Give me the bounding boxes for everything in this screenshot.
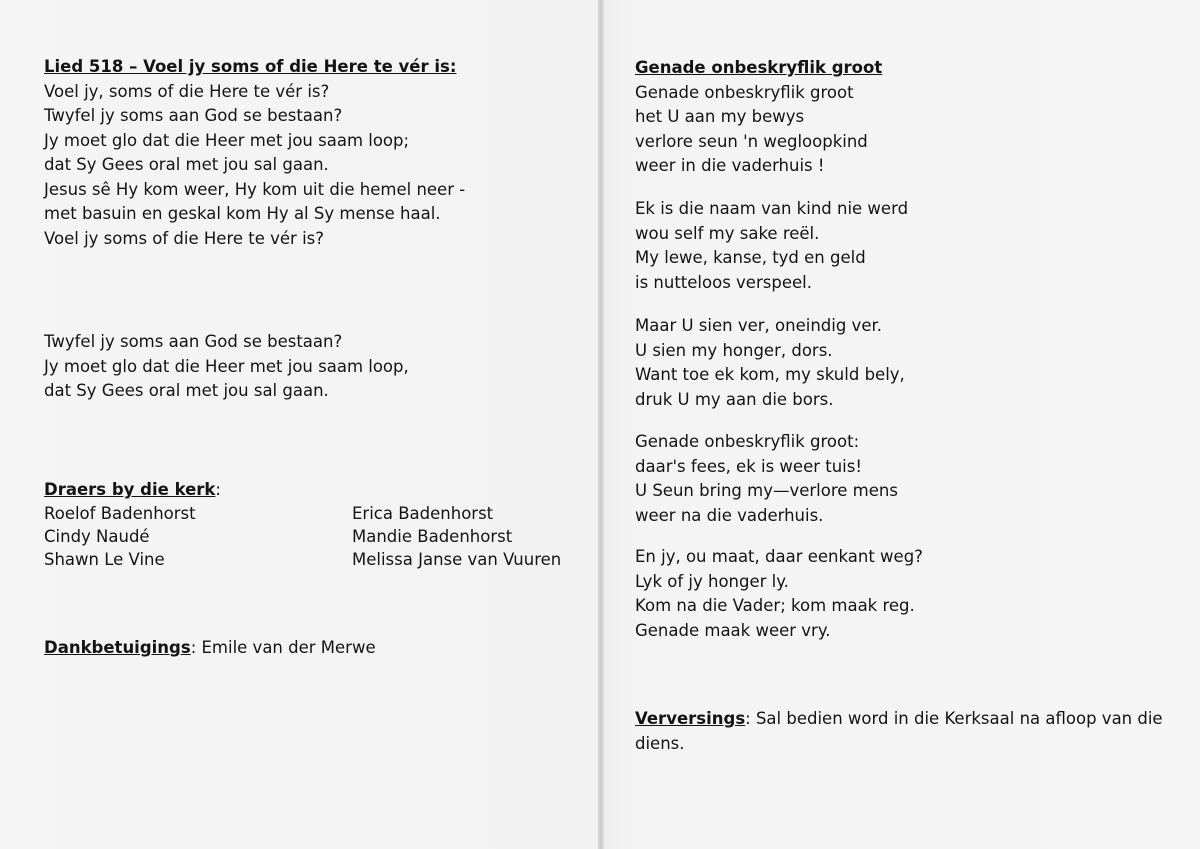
bearer-name: Erica Badenhorst	[352, 504, 494, 523]
verse-line: wou self my sake reël.	[635, 223, 820, 243]
verse-line: dat Sy Gees oral met jou sal gaan.	[44, 155, 329, 174]
refreshments-text: : Sal bedien word in die Kerksaal na afloop van die	[745, 709, 1163, 728]
verse-line: Maar U sien ver, oneindig ver.	[635, 316, 882, 335]
verse-line: Genade maak weer vry.	[635, 620, 831, 640]
right-page	[604, 0, 1200, 849]
verse-line: Jy moet glo dat die Heer met jou saam loop,	[44, 356, 409, 376]
verse-line: Genade onbeskryflik groot	[635, 82, 854, 102]
bearer-name: Cindy Naudé	[44, 527, 150, 546]
left-page	[0, 0, 598, 849]
stanza-2	[635, 197, 908, 295]
verse-line: Jesus sê Hy kom weer, Hy kom uit die hemel neer -	[44, 179, 466, 199]
verse-line: En jy, ou maat, daar eenkant weg?	[635, 547, 923, 566]
verse-line: Voel jy, soms of die Here te vér is?	[44, 81, 330, 101]
bearers-heading	[44, 478, 221, 503]
hymn-518-verse-2	[44, 330, 409, 404]
verse-line: Lyk of jy honger ly.	[635, 571, 789, 591]
verse-line: dat Sy Gees oral met jou sal gaan.	[44, 381, 329, 400]
verse-line: het U aan my bewys	[635, 107, 805, 126]
verse-line: is nutteloos verspeel.	[635, 272, 812, 292]
verse-line: druk U my aan die bors.	[635, 389, 834, 409]
bearers-column-1	[44, 502, 196, 571]
verse-line: U Seun bring my—verlore mens	[635, 481, 898, 500]
refreshments-line-2: diens.	[635, 733, 685, 753]
verse-line: Kom na die Vader; kom maak reg.	[635, 596, 915, 615]
bearers-column-2	[352, 502, 561, 571]
verse-line: Jy moet glo dat die Heer met jou saam loop;	[44, 130, 410, 150]
verse-line: Ek is die naam van kind nie werd	[635, 199, 909, 218]
verse-line: verlore seun 'n wegloopkind	[635, 131, 868, 151]
hymn-genade	[635, 56, 882, 179]
verse-line: weer na die vaderhuis.	[635, 505, 824, 525]
bearer-name: Roelof Badenhorst	[44, 504, 196, 523]
verse-line: met basuin en geskal kom Hy al Sy mense haal.	[44, 204, 441, 223]
verse-line: Want toe ek kom, my skuld bely,	[635, 365, 905, 384]
stanza-3	[635, 314, 905, 412]
hymn-genade-title: Genade onbeskryflik groot	[635, 58, 883, 77]
verse-line: Twyfel jy soms aan God se bestaan?	[44, 106, 343, 125]
verse-line: U sien my honger, dors.	[635, 340, 833, 360]
verse-line: Twyfel jy soms aan God se bestaan?	[44, 332, 343, 351]
bearer-name: Melissa Janse van Vuuren	[352, 550, 562, 569]
refreshments-section	[635, 707, 1163, 756]
thanks-text: : Emile van der Merwe	[190, 638, 376, 657]
verse-line: My lewe, kanse, tyd en geld	[635, 248, 866, 267]
bearers-colon: :	[215, 480, 221, 499]
bearers-section	[44, 478, 221, 503]
verse-line: Voel jy soms of die Here te vér is?	[44, 228, 325, 248]
stanza-5	[635, 545, 923, 643]
bearer-name: Shawn Le Vine	[44, 550, 165, 569]
verse-line: daar's fees, ek is weer tuis!	[635, 456, 862, 476]
refreshments-title: Verversings	[635, 709, 746, 728]
thanks-section	[44, 636, 376, 661]
hymn-518-title: Lied 518 – Voel jy soms of die Here te vér is:	[44, 57, 457, 76]
hymn-518	[44, 55, 465, 251]
refreshments-line	[635, 707, 1163, 732]
thanks-title: Dankbetuigings	[44, 638, 191, 657]
thanks-line	[44, 636, 376, 661]
stanza-4	[635, 430, 898, 528]
bearers-title: Draers by die kerk	[44, 480, 216, 499]
verse-line: Genade onbeskryflik groot:	[635, 432, 860, 451]
verse-line: weer in die vaderhuis !	[635, 156, 825, 175]
bearer-name: Mandie Badenhorst	[352, 527, 513, 546]
